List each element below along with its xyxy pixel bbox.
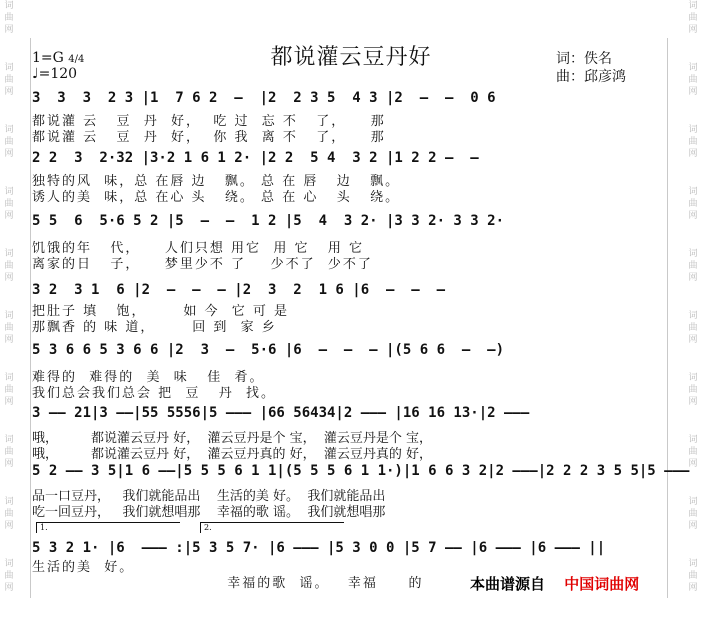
notation-line: 5 5 6 5·6 5 2 |5 – – 1 2 |5 4 3 2· |3 3 2· 3 3 2· — [32, 213, 505, 229]
score-system-1 — [32, 90, 666, 144]
notation-line: 5 2 –– 3 5|1 6 ––|5 5 5 6 1 1|(5 5 5 6 1 1·)|1 6 6 3 2|2 –––|2 2 2 3 5 5|5 ––– — [32, 463, 690, 479]
notation-line: 3 3 3 2 3 |1 7 6 2 – |2 2 3 5 4 3 |2 – – 0 6 — [32, 90, 496, 106]
score-system-3 — [32, 213, 666, 272]
score-system-4 — [32, 282, 666, 336]
lyrics-verse-1: 都说灌 云 豆 丹 好， 吃 过 忘 不 了， 那 — [32, 114, 386, 129]
score-system-5 — [32, 342, 666, 401]
lyrics-verse-2: 吃一回豆丹， 我们就想唱那 幸福的歌 谣。 我们就想唱那 — [32, 505, 386, 520]
lyrics-verse-1: 把肚子 填 饱， 如 今 它 可 是 — [32, 304, 289, 319]
tempo-marking: ♩=120 — [32, 66, 78, 82]
lyrics-verse-1: 哦， 都说灌云豆丹 好， 灌云豆丹是个 宝， 灌云豆丹是个 宝， — [32, 431, 432, 446]
notation-line: 2 2 3 2·32 |3·2 1 6 1 2· |2 2 5 4 3 2 |1 2 2 – – — [32, 150, 479, 166]
lyrics-verse-2: 都说灌 云 豆 丹 好， 你 我 离 不 了， 那 — [32, 130, 386, 145]
footer-attribution — [470, 573, 639, 594]
notation-line: 5 3 2 1· |6 ––– :|5 3 5 7· |6 ––– |5 3 0 0 |5 7 –– |6 ––– |6 ––– || — [32, 540, 606, 556]
lyrics-verse-2: 哦， 都说灌云豆丹 好， 灌云豆丹真的 好， 灌云豆丹真的 好， — [32, 447, 432, 462]
side-watermark-left: 词 曲 网 词 曲 网 词 曲 网 词 曲 网 词 曲 网 词 曲 网 词 曲 网 词 曲 网 词 曲 网 词 曲 网 — [4, 1, 14, 593]
lyrics-verse-2: 诱人的美 味，总 在心 头 绕。 总 在 心 头 绕。 — [32, 190, 401, 205]
lyrics-verse-1: 品一口豆丹， 我们就能品出 生活的美 好。 我们就能品出 — [32, 489, 386, 504]
key-label: 1=G — [32, 50, 64, 66]
lyrics-verse-2: 幸福的歌 谣。 幸福 的 — [172, 576, 424, 591]
notation-line: 3 –– 21|3 ––|55 5556|5 ––– |66 56434|2 ––– |16 16 13·|2 ––– — [32, 405, 530, 421]
lyrics-verse-2: 我们总会我们总会 把 豆 丹 找。 — [32, 386, 277, 401]
footer-source-label: 本曲谱源自 — [470, 575, 546, 593]
lyrics-verse-1: 生活的美 好。 — [32, 560, 135, 575]
lyricist-credit: 词：佚名 — [556, 51, 612, 67]
lyrics-verse-1: 独特的风 味，总 在唇 边 飘。 总 在 唇 边 飘。 — [32, 174, 401, 189]
composer-credit: 曲：邱彦鸿 — [556, 69, 626, 85]
score-system-2 — [32, 150, 666, 204]
notation-line: 3 2 3 1 6 |2 – – – |2 3 2 1 6 |6 – – – — [32, 282, 446, 298]
lyrics-verse-2: 离家的日 子， 梦里少不 了 少不了 少不了 — [32, 257, 373, 272]
side-watermark-right: 词 曲 网 词 曲 网 词 曲 网 词 曲 网 词 曲 网 词 曲 网 词 曲 网 词 曲 网 词 曲 网 词 曲 网 — [688, 1, 698, 593]
time-signature: 4/4 — [68, 54, 85, 65]
volta-2: 2. — [200, 522, 344, 533]
lyrics-verse-1: 饥饿的年 代， 人们只想 用它 用 它 用 它 — [32, 241, 364, 256]
lyrics-verse-1: 难得的 难得的 美 味 佳 肴。 — [32, 370, 265, 385]
page-title: 都说灌云豆丹好 — [270, 45, 432, 70]
score-system-6 — [32, 405, 666, 462]
notation-line: 5 3 6 6 5 3 6 6 |2 3 – 5·6 |6 – – – |(5 6 6 – –) — [32, 342, 505, 358]
score-system-7 — [32, 463, 690, 520]
footer-site-link[interactable]: 中国词曲网 — [564, 575, 640, 593]
lyrics-verse-2: 那飘香 的 味 道， 回 到 家 乡 — [32, 320, 277, 335]
volta-1: 1. — [36, 522, 180, 533]
